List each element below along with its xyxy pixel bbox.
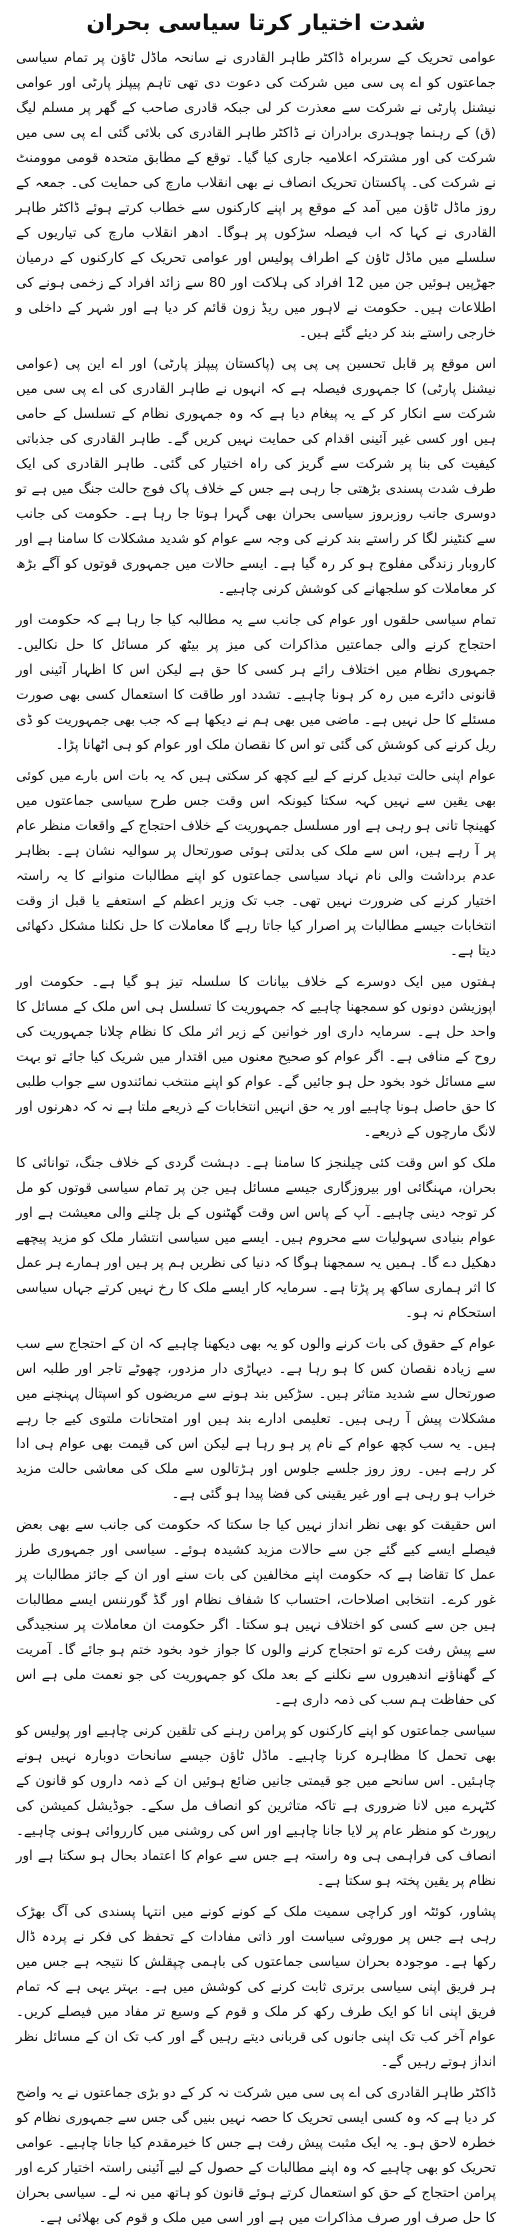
article-paragraph-4: عوام اپنی حالت تبدیل کرنے کے لیے کچھ کر سکتی ہیں کہ یہ بات اس بارے میں کوئی بھی یقین سے نہیں کہہ سکتا کیونکہ اس وقت جس طرح سیاسی جماعتوں میں کھینچا تانی ہو رہی ہے اور مسلسل جمہوریت کے خلاف احتجاج کے واقعات منظر عام پر آ رہے ہیں، اس سے ملک کی بدلتی ہوئی صورتحال پر سوالیہ نشان ہے۔ بظاہر عدم برداشت والی نام نہاد سیاسی جماعتوں کو اپنے مطالبات منوانے کا یہ راستہ اختیار کرنے کی ضرورت نہیں تھی۔ جب تک وزیر اعظم کے استعفے یا قبل از وقت انتخابات جیسے مطالبات پر اصرار کیا جاتا رہے گا معاملات کا حل نکلنا مشکل دکھائی دیتا ہے۔ — [16, 768, 496, 959]
article-paragraph-11: ڈاکٹر طاہر القادری کی اے پی سی میں شرکت نہ کر کے دو بڑی جماعتوں نے یہ واضح کر دیا ہے کہ وہ کسی ایسی تحریک کا حصہ نہیں بنیں گی جس سے جمہوری نظام کو خطرہ لاحق ہو۔ یہ ایک مثبت پیش رفت ہے جس کا خیرمقدم کیا جانا چاہیے۔ عوامی تحریک کو بھی چاہیے کہ وہ اپنے مطالبات کے حصول کے لیے آئینی راستہ اختیار کرے اور پرامن احتجاج کے حق کو استعمال کرتے ہوئے قانون کو ہاتھ میں نہ لے۔ سیاسی بحران کا حل صرف اور صرف مذاکرات میں ہے اور اسی میں ملک و قوم کی بھلائی ہے۔ — [16, 2085, 496, 2226]
article-paragraph-8: اس حقیقت کو بھی نظر انداز نہیں کیا جا سکتا کہ حکومت کی جانب سے بھی بعض فیصلے ایسے کیے گئے جن سے حالات مزید کشیدہ ہوئے۔ سیاسی اور جمہوری طرز عمل کا تقاضا ہے کہ حکومت اپنے مخالفین کی بات سنے اور ان کے جائز مطالبات پر غور کرے۔ انتخابی اصلاحات، احتساب کا شفاف نظام اور گڈ گورننس ایسے مطالبات ہیں جن سے کسی کو اختلاف نہیں ہو سکتا۔ اگر حکومت ان معاملات پر سنجیدگی سے پیش رفت کرے تو احتجاج کرنے والوں کا جواز خود بخود ختم ہو جائے گا۔ آمریت کے گھناؤنے اندھیروں سے نکلنے کے بعد ملک کو جمہوریت کی جو نعمت ملی ہے اس کی حفاظت ہم سب کی ذمہ داری ہے۔ — [16, 1517, 496, 1708]
article-paragraph-7: عوام کے حقوق کی بات کرنے والوں کو یہ بھی دیکھنا چاہیے کہ ان کے احتجاج سے سب سے زیادہ نقصان کس کا ہو رہا ہے۔ دیہاڑی دار مزدور، چھوٹے تاجر اور طلبہ اس صورتحال سے شدید متاثر ہیں۔ سڑکیں بند ہونے سے مریضوں کو اسپتال پہنچنے میں مشکلات پیش آ رہی ہیں۔ تعلیمی ادارے بند ہیں اور امتحانات ملتوی کیے جا رہے ہیں۔ یہ سب کچھ عوام کے نام پر ہو رہا ہے لیکن اس کی قیمت بھی عوام ہی ادا کر رہے ہیں۔ روز روز جلسے جلوس اور ہڑتالوں سے ملک کی معاشی حالت مزید خراب ہو رہی ہے اور غیر یقینی کی فضا پیدا ہو گئی ہے۔ — [16, 1336, 496, 1502]
article-paragraph-1: عوامی تحریک کے سربراہ ڈاکٹر طاہر القادری نے سانحہ ماڈل ٹاؤن پر تمام سیاسی جماعتوں کو اے پی سی میں شرکت کی دعوت دی تھی تاہم پیپلز پارٹی اور عوامی نیشنل پارٹی نے شرکت سے معذرت کر لی جبکہ قادری صاحب کے گھر پر مسلم لیگ (ق) کے رہنما چوہدری برادران نے ڈاکٹر طاہر القادری کی بلائی گئی اے پی سی میں شرکت کی اور مشترکہ اعلامیہ جاری کیا گیا۔ توقع کے مطابق متحدہ قومی موومنٹ نے شرکت کی۔ پاکستان تحریک انصاف نے بھی انقلاب مارچ کی حمایت کی۔ جمعہ کے روز ماڈل ٹاؤن میں آمد کے موقع پر اپنے کارکنوں سے خطاب کرتے ہوئے ڈاکٹر طاہر القادری نے کہا کہ اب فیصلہ سڑکوں پر ہوگا۔ ادھر انقلاب مارچ کی تیاریوں کے سلسلے میں ماڈل ٹاؤن کے اطراف پولیس اور عوامی تحریک کے کارکنوں کے درمیان جھڑپیں ہوئیں جن میں 12 افراد کی ہلاکت اور 80 سے زائد افراد کے زخمی ہونے کی اطلاعات ہیں۔ حکومت نے لاہور میں ریڈ زون قائم کر دیا ہے اور شہر کے داخلی و خارجی راستے بند کر دیئے گئے ہیں۔ — [16, 50, 496, 341]
article-paragraph-10: پشاور، کوئٹہ اور کراچی سمیت ملک کے کونے کونے میں انتہا پسندی کی آگ بھڑک رہی ہے جس پر موروثی سیاست اور ذاتی مفادات کے تحفظ کی فکر نے پردہ ڈال رکھا ہے۔ موجودہ بحران سیاسی جماعتوں کی باہمی چپقلش کا نتیجہ ہے جس میں ہر فریق اپنی سیاسی برتری ثابت کرنے کی کوشش میں ہے۔ بہتر یہی ہے کہ تمام فریق اپنی انا کو ایک طرف رکھ کر ملک و قوم کے وسیع تر مفاد میں فیصلے کریں۔ عوام آخر کب تک اپنی جانوں کی قربانی دیتے رہیں گے اور کب تک ان کے مسائل نظر انداز ہوتے رہیں گے۔ — [16, 1904, 496, 2070]
article-paragraph-3: تمام سیاسی حلقوں اور عوام کی جانب سے یہ مطالبہ کیا جا رہا ہے کہ حکومت اور احتجاج کرنے والی جماعتیں مذاکرات کی میز پر بیٹھ کر مسائل کا حل نکالیں۔ جمہوری نظام میں اختلاف رائے ہر کسی کا حق ہے لیکن اس کا اظہار آئینی اور قانونی دائرے میں رہ کر ہونا چاہیے۔ تشدد اور طاقت کا استعمال کسی بھی صورت مسئلے کا حل نہیں ہے۔ ماضی میں بھی ہم نے دیکھا ہے کہ جب بھی جمہوریت کو ڈی ریل کرنے کی کوشش کی گئی تو اس کا نقصان ملک اور عوام کو ہی اٹھانا پڑا۔ — [16, 612, 496, 753]
article-paragraph-9: سیاسی جماعتوں کو اپنے کارکنوں کو پرامن رہنے کی تلقین کرنی چاہیے اور پولیس کو بھی تحمل کا مظاہرہ کرنا چاہیے۔ ماڈل ٹاؤن جیسے سانحات دوبارہ نہیں ہونے چاہئیں۔ اس سانحے میں جو قیمتی جانیں ضائع ہوئیں ان کے ذمہ داروں کو قانون کے کٹہرے میں لانا ضروری ہے تاکہ متاثرین کو انصاف مل سکے۔ جوڈیشل کمیشن کی رپورٹ کو منظر عام پر لایا جانا چاہیے اور اس کی روشنی میں کارروائی ہونی چاہیے۔ انصاف کی فراہمی ہی وہ راستہ ہے جس سے عوام کا اعتماد بحال ہو سکتا ہے اور نظام پر یقین پختہ ہو سکتا ہے۔ — [16, 1723, 496, 1889]
article-paragraph-2: اس موقع پر قابل تحسین پی پی پی (پاکستان پیپلز پارٹی) اور اے این پی (عوامی نیشنل پارٹی) کا جمہوری فیصلہ ہے کہ انہوں نے طاہر القادری کی اے پی سی میں شرکت سے انکار کر کے یہ پیغام دیا ہے کہ وہ جمہوری نظام کے تسلسل کے حامی ہیں اور کسی غیر آئینی اقدام کی حمایت نہیں کریں گے۔ طاہر القادری کی جذباتی کیفیت کی بنا پر شرکت سے گریز کی راہ اختیار کی گئی۔ طاہر القادری کی ایک طرف شدت پسندی بڑھتی جا رہی ہے جس کے خلاف پاک فوج حالت جنگ میں ہے تو دوسری جانب روزبروز سیاسی بحران بھی گہرا ہوتا جا رہا ہے۔ حکومت کی جانب سے کنٹینر لگا کر راستے بند کرنے کی وجہ سے عوام کو شدید مشکلات کا سامنا ہے اور کاروبار زندگی مفلوج ہو کر رہ گیا ہے۔ ایسے حالات میں جمہوری قوتوں کو آگے بڑھ کر معاملات کو سلجھانے کی کوشش کرنی چاہیے۔ — [16, 356, 496, 597]
article-headline: شدت اختیار کرتا سیاسی بحران — [86, 11, 426, 36]
article-paragraph-6: ملک کو اس وقت کئی چیلنجز کا سامنا ہے۔ دہشت گردی کے خلاف جنگ، توانائی کا بحران، مہنگائی اور بیروزگاری جیسے مسائل ہیں جن پر تمام سیاسی قوتوں کو مل کر توجہ دینی چاہیے۔ آپ کے پاس اس وقت گھٹنوں کے بل چلنے والی معیشت ہے اور عوام بنیادی سہولیات سے محروم ہیں۔ ایسے میں سیاسی انتشار ملک کو مزید پیچھے دھکیل دے گا۔ ہمیں یہ سمجھنا ہوگا کہ دنیا کی نظریں ہم پر ہیں اور ہمارے ہر عمل کا اثر ہماری ساکھ پر پڑتا ہے۔ سرمایہ کار ایسے ملک کا رخ نہیں کرتے جہاں سیاسی استحکام نہ ہو۔ — [16, 1155, 496, 1321]
article-paragraph-5: ہفتوں میں ایک دوسرے کے خلاف بیانات کا سلسلہ تیز ہو گیا ہے۔ حکومت اور اپوزیشن دونوں کو سمجھنا چاہیے کہ جمہوریت کا تسلسل ہی اس ملک کے مسائل کا واحد حل ہے۔ سرمایہ داری اور خوانین کے زیر اثر ملک کا نظام چلانا جمہوریت کی روح کے منافی ہے۔ اگر عوام کو صحیح معنوں میں اقتدار میں شریک کیا جائے تو بہت سے مسائل خود بخود حل ہو جائیں گے۔ عوام کو اپنے منتخب نمائندوں سے جواب طلبی کا حق حاصل ہونا چاہیے اور یہ حق انہیں انتخابات کے ذریعے ملتا ہے نہ کہ دھرنوں اور لانگ مارچوں کے ذریعے۔ — [16, 974, 496, 1140]
